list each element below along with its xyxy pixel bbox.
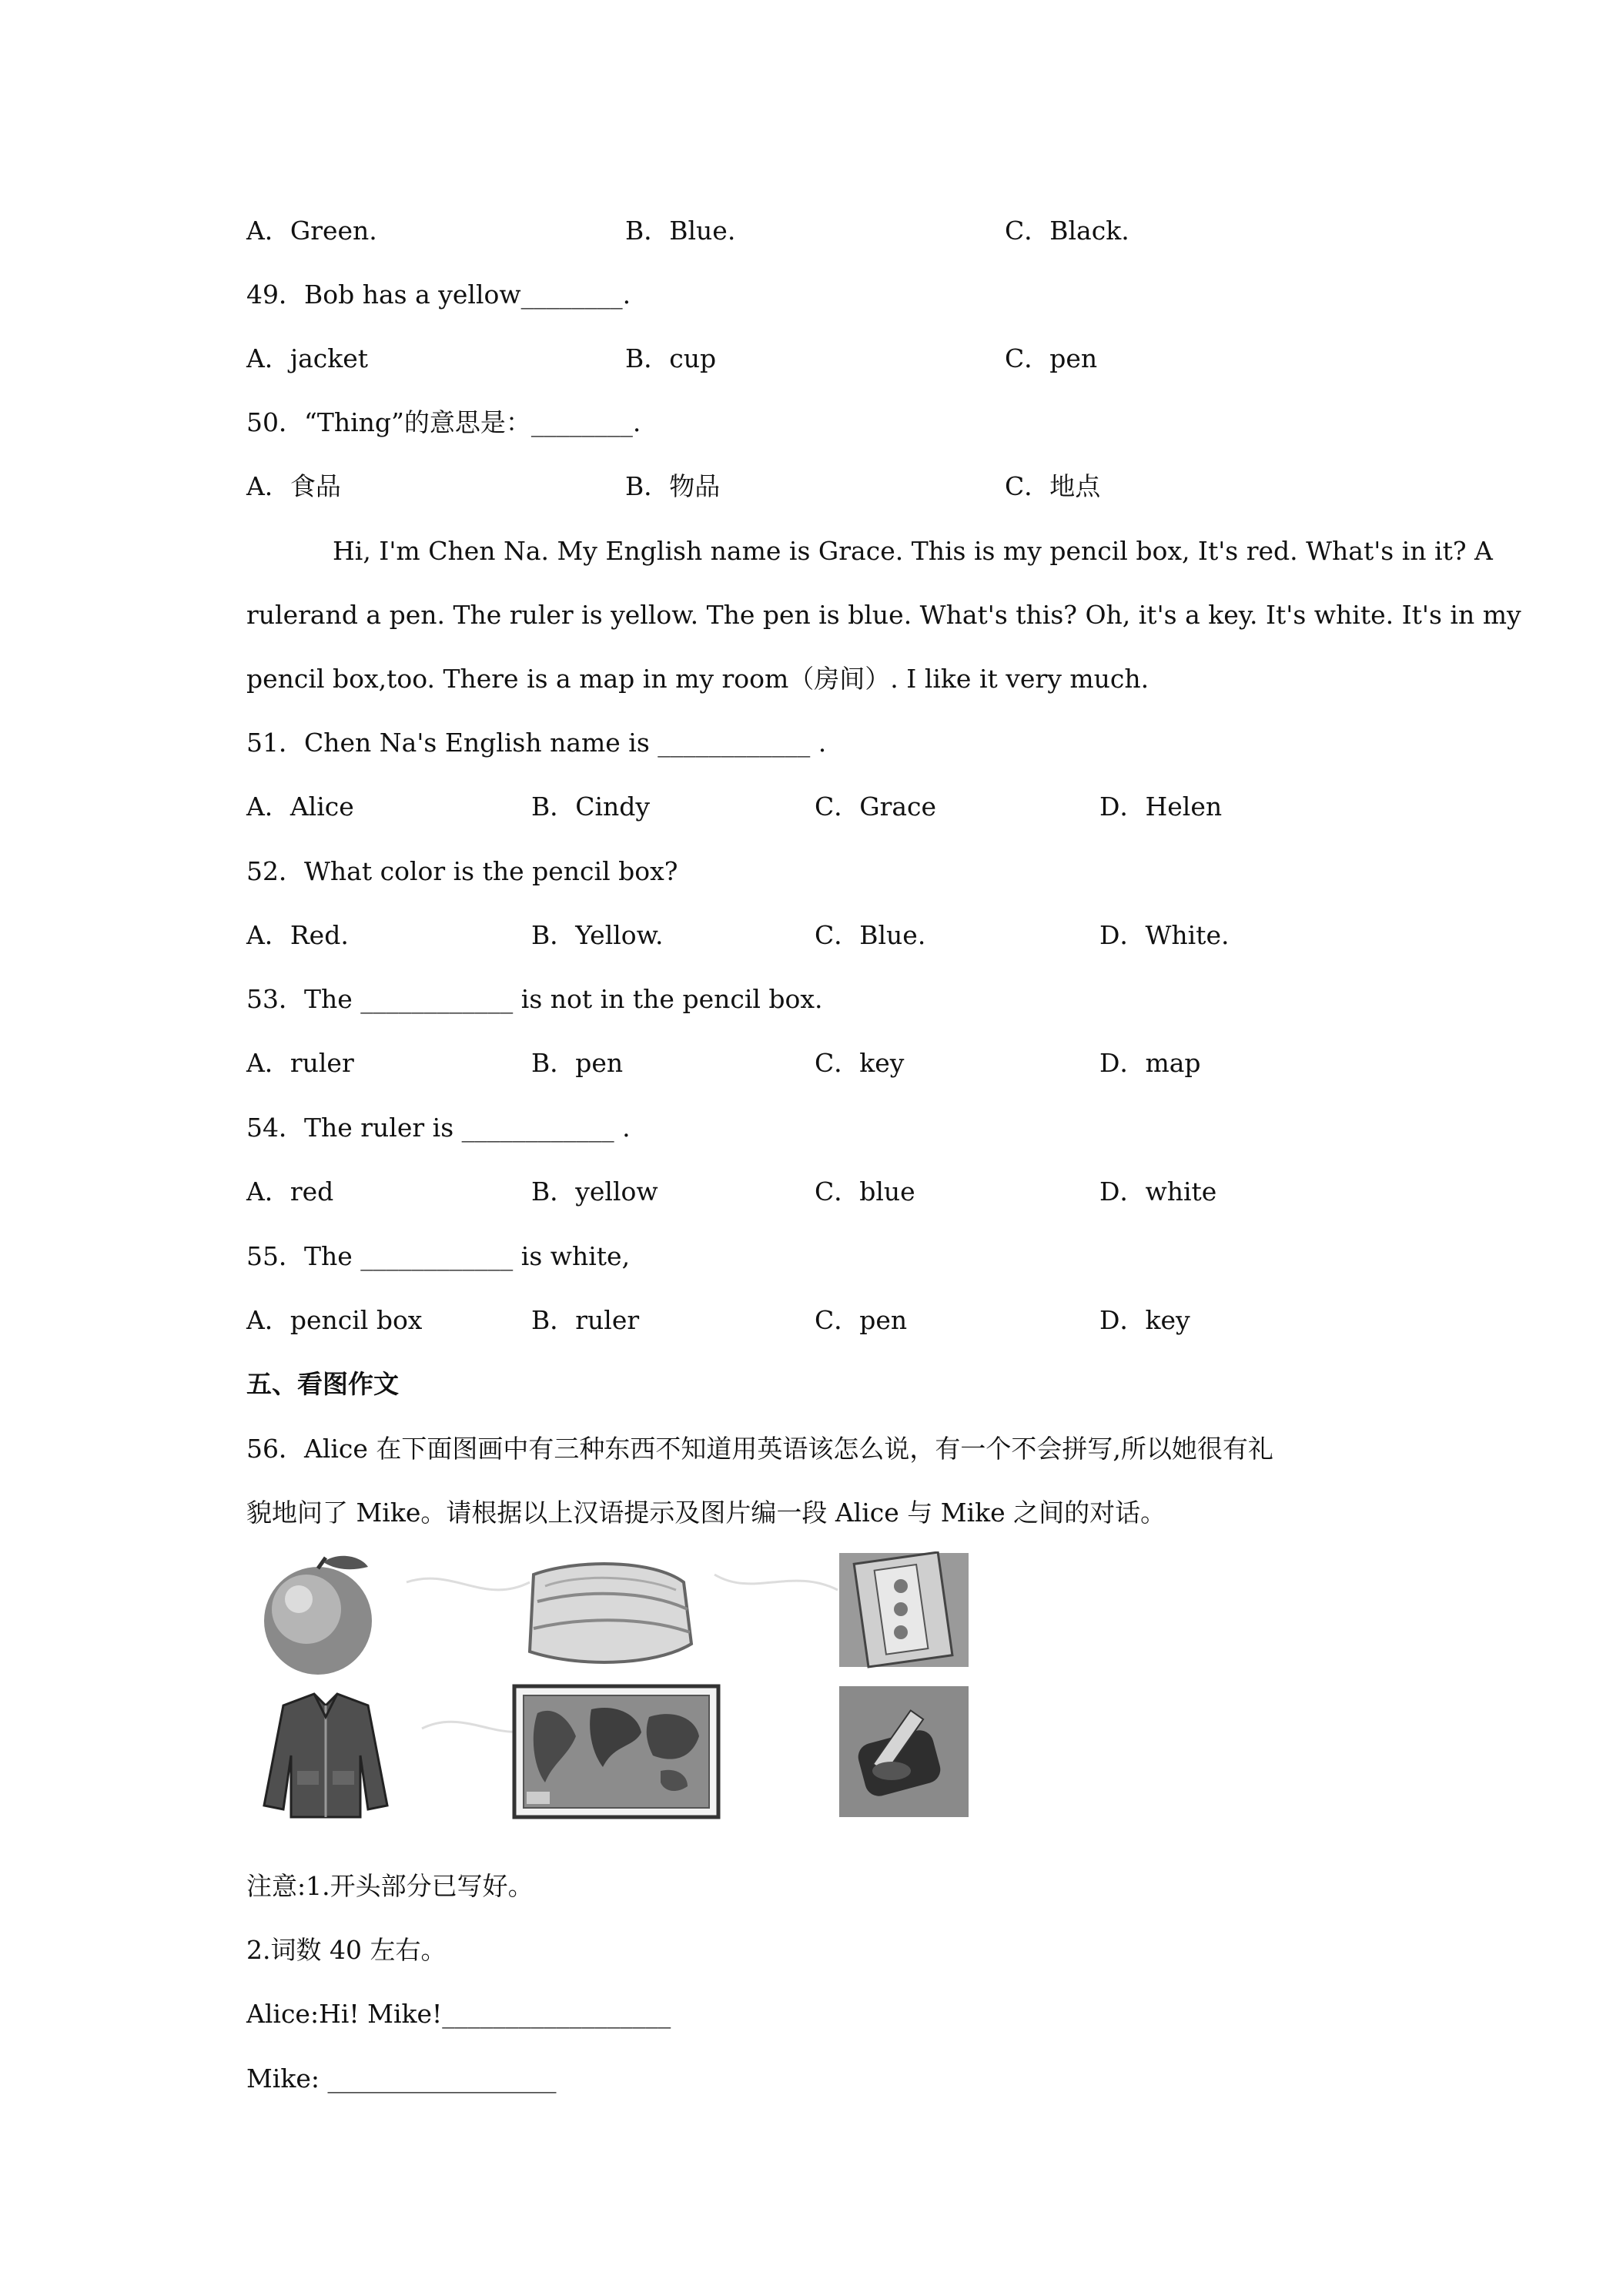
q53-option-c[interactable]: C．key — [815, 1048, 905, 1078]
q55-option-d[interactable]: D．key — [1099, 1305, 1190, 1335]
q54-stem: 54．The ruler is ____________ . — [246, 1113, 631, 1143]
q50-option-c[interactable]: C．地点 — [1005, 471, 1101, 501]
pictures-svg — [253, 1551, 1022, 1829]
quilt-picture — [530, 1564, 691, 1662]
ruler-picture — [839, 1552, 969, 1667]
q54-option-b[interactable]: B．yellow — [531, 1176, 658, 1207]
jacket-picture — [264, 1694, 387, 1817]
q51-option-c[interactable]: C．Grace — [815, 792, 937, 822]
passage-line-1: Hi, I'm Chen Na. My English name is Grace. This is my pencil box, It's red. What's in it? A — [333, 536, 1493, 566]
q54-option-d[interactable]: D．white — [1099, 1176, 1217, 1207]
q52-option-b[interactable]: B．Yellow. — [531, 920, 664, 950]
pencil-sharpener-picture — [839, 1686, 969, 1817]
q52-option-d[interactable]: D．White. — [1099, 920, 1230, 950]
pictures-panel — [253, 1551, 1022, 1829]
q52-option-c[interactable]: C．Blue. — [815, 920, 926, 950]
q55-option-c[interactable]: C．pen — [815, 1305, 908, 1335]
q50-option-b[interactable]: B．物品 — [625, 471, 721, 501]
passage-line-2: rulerand a pen. The ruler is yellow. The pen is blue. What's this? Oh, it's a key. It's white. It's in my — [246, 600, 1521, 630]
q50-option-a[interactable]: A．食品 — [246, 471, 341, 501]
q55-option-a[interactable]: A．pencil box — [246, 1305, 423, 1335]
q50-stem: 50．“Thing”的意思是：________. — [246, 407, 641, 437]
q48-option-b[interactable]: B．Blue. — [625, 216, 736, 246]
q52-option-a[interactable]: A．Red. — [246, 920, 349, 950]
q49-option-c[interactable]: C．pen — [1005, 343, 1098, 373]
orange-picture — [264, 1556, 372, 1675]
q51-option-b[interactable]: B．Cindy — [531, 792, 651, 822]
q54-option-a[interactable]: A．red — [246, 1176, 334, 1207]
q56-line-2: 貌地问了 Mike。请根据以上汉语提示及图片编一段 Alice 与 Mike 之间的对话。 — [246, 1498, 1166, 1528]
q52-stem: 52．What color is the pencil box? — [246, 856, 678, 886]
q51-option-d[interactable]: D．Helen — [1099, 792, 1223, 822]
q48-option-c[interactable]: C．Black. — [1005, 216, 1129, 246]
q48-option-a[interactable]: A．Green. — [246, 216, 377, 246]
q54-option-c[interactable]: C．blue — [815, 1176, 915, 1207]
note-1: 注意:1.开头部分已写好。 — [246, 1871, 534, 1901]
q49-option-a[interactable]: A．jacket — [246, 343, 369, 373]
q53-option-b[interactable]: B．pen — [531, 1048, 624, 1078]
q55-option-b[interactable]: B．ruler — [531, 1305, 640, 1335]
dialogue-alice-line[interactable]: Alice:Hi! Mike!__________________ — [246, 1999, 671, 2029]
q55-stem: 55．The ____________ is white, — [246, 1241, 631, 1271]
q49-stem: 49．Bob has a yellow________. — [246, 279, 631, 310]
note-2: 2.词数 40 左右。 — [246, 1935, 447, 1965]
map-picture — [514, 1686, 718, 1817]
q53-stem: 53．The ____________ is not in the pencil box. — [246, 984, 823, 1014]
q49-option-b[interactable]: B．cup — [625, 343, 717, 373]
dialogue-mike-line[interactable]: Mike: __________________ — [246, 2063, 557, 2094]
q56-line-1: 56．Alice 在下面图画中有三种东西不知道用英语该怎么说，有一个不会拼写,所以她很有礼 — [246, 1434, 1273, 1464]
q53-option-d[interactable]: D．map — [1099, 1048, 1201, 1078]
q51-stem: 51．Chen Na's English name is ____________ . — [246, 728, 827, 758]
passage-line-3: pencil box,too. There is a map in my room（房间）. I like it very much. — [246, 664, 1149, 694]
q53-option-a[interactable]: A．ruler — [246, 1048, 354, 1078]
q51-option-a[interactable]: A．Alice — [246, 792, 354, 822]
section-5-title: 五、看图作文 — [246, 1369, 399, 1399]
